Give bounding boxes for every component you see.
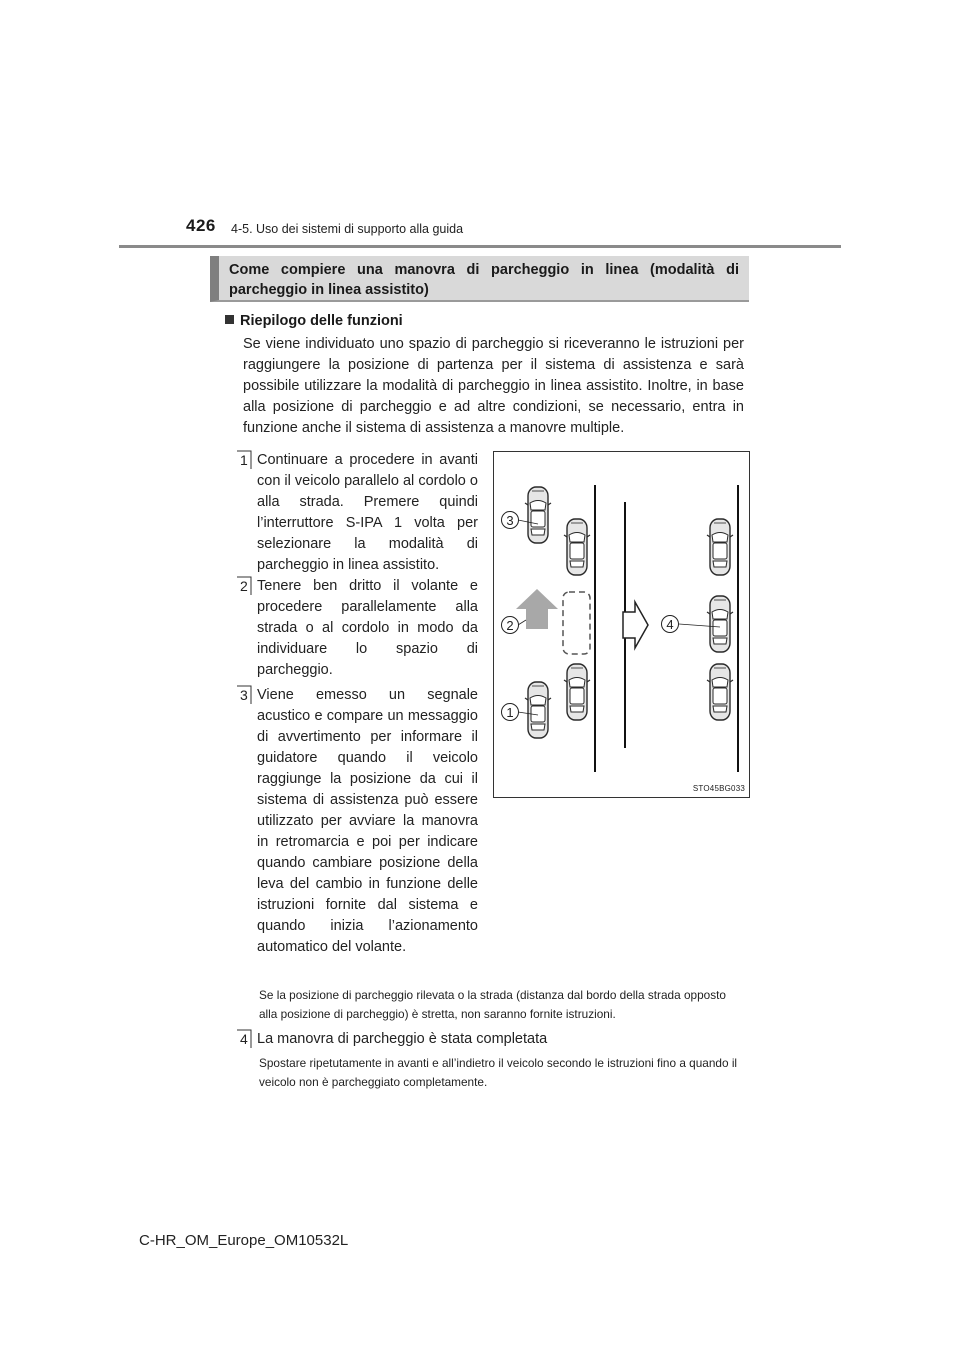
square-bullet-icon <box>225 315 234 324</box>
svg-text:3: 3 <box>506 513 514 528</box>
section-title-box <box>210 256 749 302</box>
running-head: 4-5. Uso dei sistemi di supporto alla guida <box>231 222 464 236</box>
car-icon <box>707 596 733 652</box>
step-3-note: Se la posizione di parcheggio rilevata o la strada (distanza dal bordo della strada opposto alla posizione di parcheggio) è stretta, non saranno fornite istruzioni. <box>259 988 726 1021</box>
svg-text:4: 4 <box>240 1031 248 1047</box>
step-4-note: Spostare ripetutamente in avanti e all’indietro il veicolo secondo le istruzioni fino a quando il veicolo non è parcheggiato completamente. <box>259 1056 738 1089</box>
step-number-icon <box>236 1029 252 1049</box>
step-4 <box>236 1029 736 1050</box>
step-text: La manovra di parcheggio è stata completata <box>257 1031 548 1047</box>
parking-diagram-svg <box>494 452 751 799</box>
svg-text:1: 1 <box>506 705 514 720</box>
car-icon <box>564 519 590 575</box>
callout-3 <box>502 512 519 529</box>
svg-text:3: 3 <box>240 687 248 703</box>
callout-4 <box>662 616 679 633</box>
callout-1 <box>502 704 519 721</box>
subsection-heading <box>225 313 403 329</box>
car-icon <box>564 664 590 720</box>
svg-text:2: 2 <box>506 618 514 633</box>
step-number-icon <box>236 685 252 705</box>
page-number: 426 <box>186 216 216 235</box>
step-text: Continuare a procedere in avanti con il veicolo parallelo al cordolo o alla strada. Premere quindi l’interruttore S-IPA 1 volta per selezionare la modalità di parcheggio in linea assistito. <box>257 452 478 573</box>
header-rule <box>119 245 841 248</box>
subsection-title: Riepilogo delle funzioni <box>240 313 403 329</box>
parking-space-outline <box>563 592 590 654</box>
svg-text:1: 1 <box>240 452 248 468</box>
step-text: Tenere ben dritto il volante e procedere parallelamente alla strada o al cordolo in modo da individuare lo spazio di parcheggio. <box>257 578 478 678</box>
figure-code: STO45BG033 <box>692 784 745 793</box>
forward-arrow-icon <box>516 589 558 629</box>
section-title: Come compiere una manovra di parcheggio in linea (modalità di parcheggio in linea assistito) <box>229 262 739 298</box>
step-text: Viene emesso un segnale acustico e compare un messaggio di avvertimento per informare il guidatore quando il veicolo raggiunge la posizione da cui il sistema di assistenza può essere utilizzato per avviare la manovra in retromarcia e poi per indicare quando cambiare posizione della leva del cambio in funzione delle istruzioni fornite dal sistema e quando inizia l’azionamento automatico del volante. <box>257 687 478 955</box>
svg-text:2: 2 <box>240 578 248 594</box>
footer-doc-id: C-HR_OM_Europe_OM10532L <box>139 1232 349 1249</box>
right-arrow-icon <box>623 602 648 648</box>
step-3 <box>236 685 478 958</box>
car-icon <box>525 682 551 738</box>
step-number-icon <box>236 576 252 596</box>
car-icon <box>525 487 551 543</box>
svg-text:4: 4 <box>666 617 674 632</box>
step-2 <box>236 576 478 681</box>
callout-2 <box>502 617 519 634</box>
car-icon <box>707 519 733 575</box>
step-number-icon <box>236 450 252 470</box>
car-icon <box>707 664 733 720</box>
intro-paragraph: Se viene individuato uno spazio di parcheggio si riceveranno le istruzioni per raggiungere la posizione di partenza per il sistema di assistenza e sarà possibile utilizzare la modalità di parcheggio in linea assistito. Inoltre, in base alla posizione di parcheggio e ad altre condizioni, se necessario, entra in funzione anche il sistema di assistenza a manovre multiple. <box>243 336 744 436</box>
step-1 <box>236 450 478 576</box>
parking-diagram <box>493 451 750 798</box>
